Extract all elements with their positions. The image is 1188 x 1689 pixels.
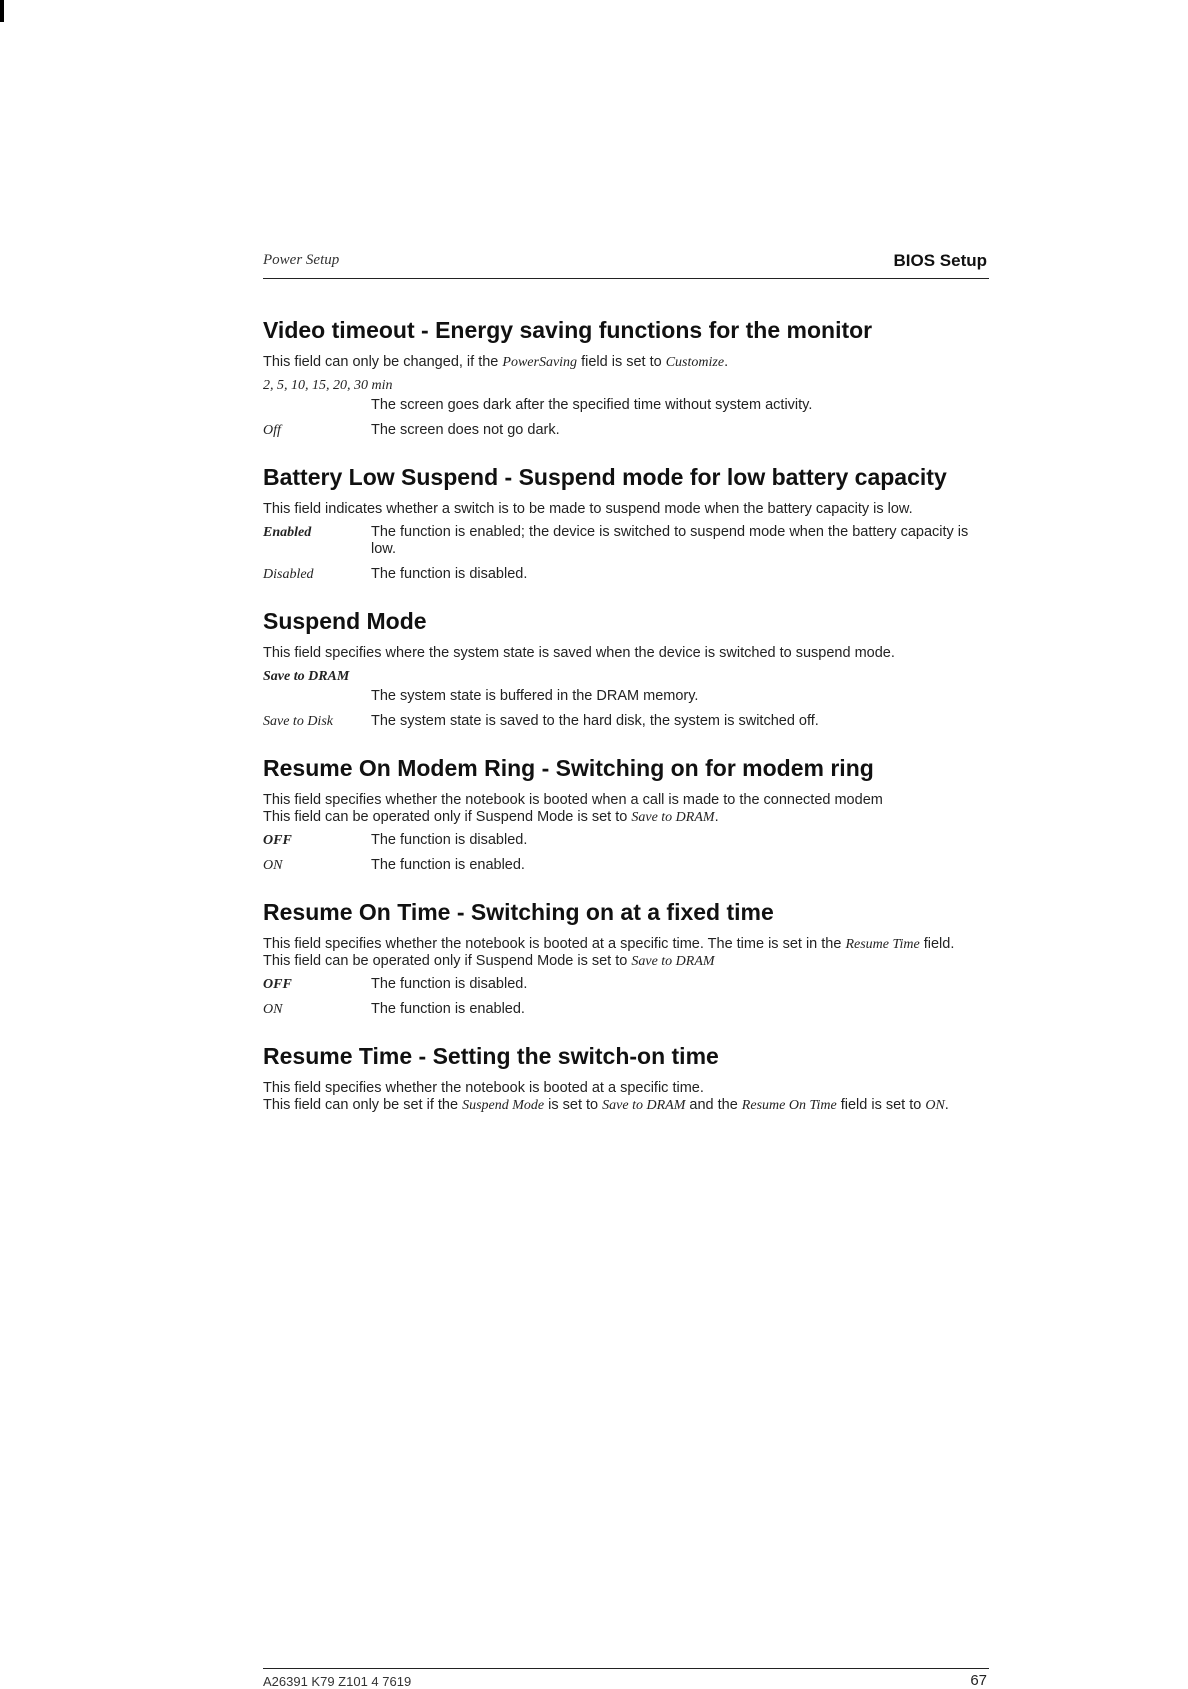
option-description: The function is disabled. [371,832,528,848]
running-header [263,250,989,279]
section-intro: This field specifies whether the notebook is booted at a specific time. The time is set in the Resume Time field. This field can be operated only if Suspend Mode is set to Save to DRAM [263,936,955,969]
option-row [263,377,989,414]
section-intro: This field indicates whether a switch is to be made to suspend mode when the battery capacity is low. [263,501,913,517]
section-resume-on-modem-ring [263,754,989,874]
option-list [263,377,989,439]
section-heading: Suspend Mode [263,608,427,634]
footer-rule [263,1668,989,1669]
option-term: ON [263,1002,283,1017]
option-list [263,832,989,874]
option-description: The function is enabled. [371,857,525,873]
option-term: ON [263,858,283,873]
option-description: The function is disabled. [371,976,528,992]
scan-edge-mark [0,0,4,22]
section-resume-time [263,1042,989,1114]
option-row [263,857,989,874]
option-description: The screen goes dark after the specified time without system activity. [371,397,813,413]
option-term: Save to Disk [263,714,333,729]
section-heading: Resume On Time - Switching on at a fixed time [263,899,774,925]
option-term: Enabled [263,525,312,540]
section-battery-low-suspend [263,463,989,583]
section-heading: Video timeout - Energy saving functions for the monitor [263,317,873,343]
option-term: Off [263,423,281,438]
page-footer [263,1668,989,1689]
document-number: A26391 K79 Z101 4 7619 [263,1674,412,1689]
section-suspend-mode [263,607,989,730]
section-intro: This field specifies whether the notebook is booted at a specific time. This field can only be set if the Suspend Mode is set to Save to DRAM and the Resume On Time field is set to ON. [263,1080,949,1113]
section-video-timeout [263,316,989,439]
option-term: OFF [263,833,292,848]
option-row [263,976,989,993]
option-description: The screen does not go dark. [371,422,560,438]
option-list [263,668,989,730]
option-list [263,976,989,1018]
option-description: The function is disabled. [371,566,528,582]
header-section-name: Power Setup [263,252,340,268]
option-term: 2, 5, 10, 15, 20, 30 min [263,378,393,393]
option-description: The function is enabled. [371,1001,525,1017]
option-description: The function is enabled; the device is switched to suspend mode when the battery capacity is low. [371,524,969,557]
section-resume-on-time [263,898,989,1018]
option-term: Save to DRAM [263,669,350,684]
page-body [263,316,989,1138]
option-list [263,524,989,583]
header-chapter-title: BIOS Setup [893,251,987,270]
option-row [263,668,989,705]
section-heading: Battery Low Suspend - Suspend mode for low battery capacity [263,464,947,490]
option-row [263,524,989,558]
option-row [263,713,989,730]
option-row [263,422,989,439]
option-row [263,832,989,849]
page-number: 67 [970,1672,987,1689]
section-intro: This field specifies where the system state is saved when the device is switched to suspend mode. [263,645,895,661]
option-term: OFF [263,977,292,992]
option-term: Disabled [263,567,314,582]
section-heading: Resume On Modem Ring - Switching on for modem ring [263,755,874,781]
section-heading: Resume Time - Setting the switch-on time [263,1043,719,1069]
option-description: The system state is buffered in the DRAM memory. [371,688,699,704]
section-intro: This field can only be changed, if the PowerSaving field is set to Customize. [263,354,729,370]
option-description: The system state is saved to the hard disk, the system is switched off. [371,713,819,729]
option-row [263,1001,989,1018]
section-intro: This field specifies whether the notebook is booted when a call is made to the connected modem This field can be operated only if Suspend Mode is set to Save to DRAM. [263,792,883,825]
option-row [263,566,989,583]
